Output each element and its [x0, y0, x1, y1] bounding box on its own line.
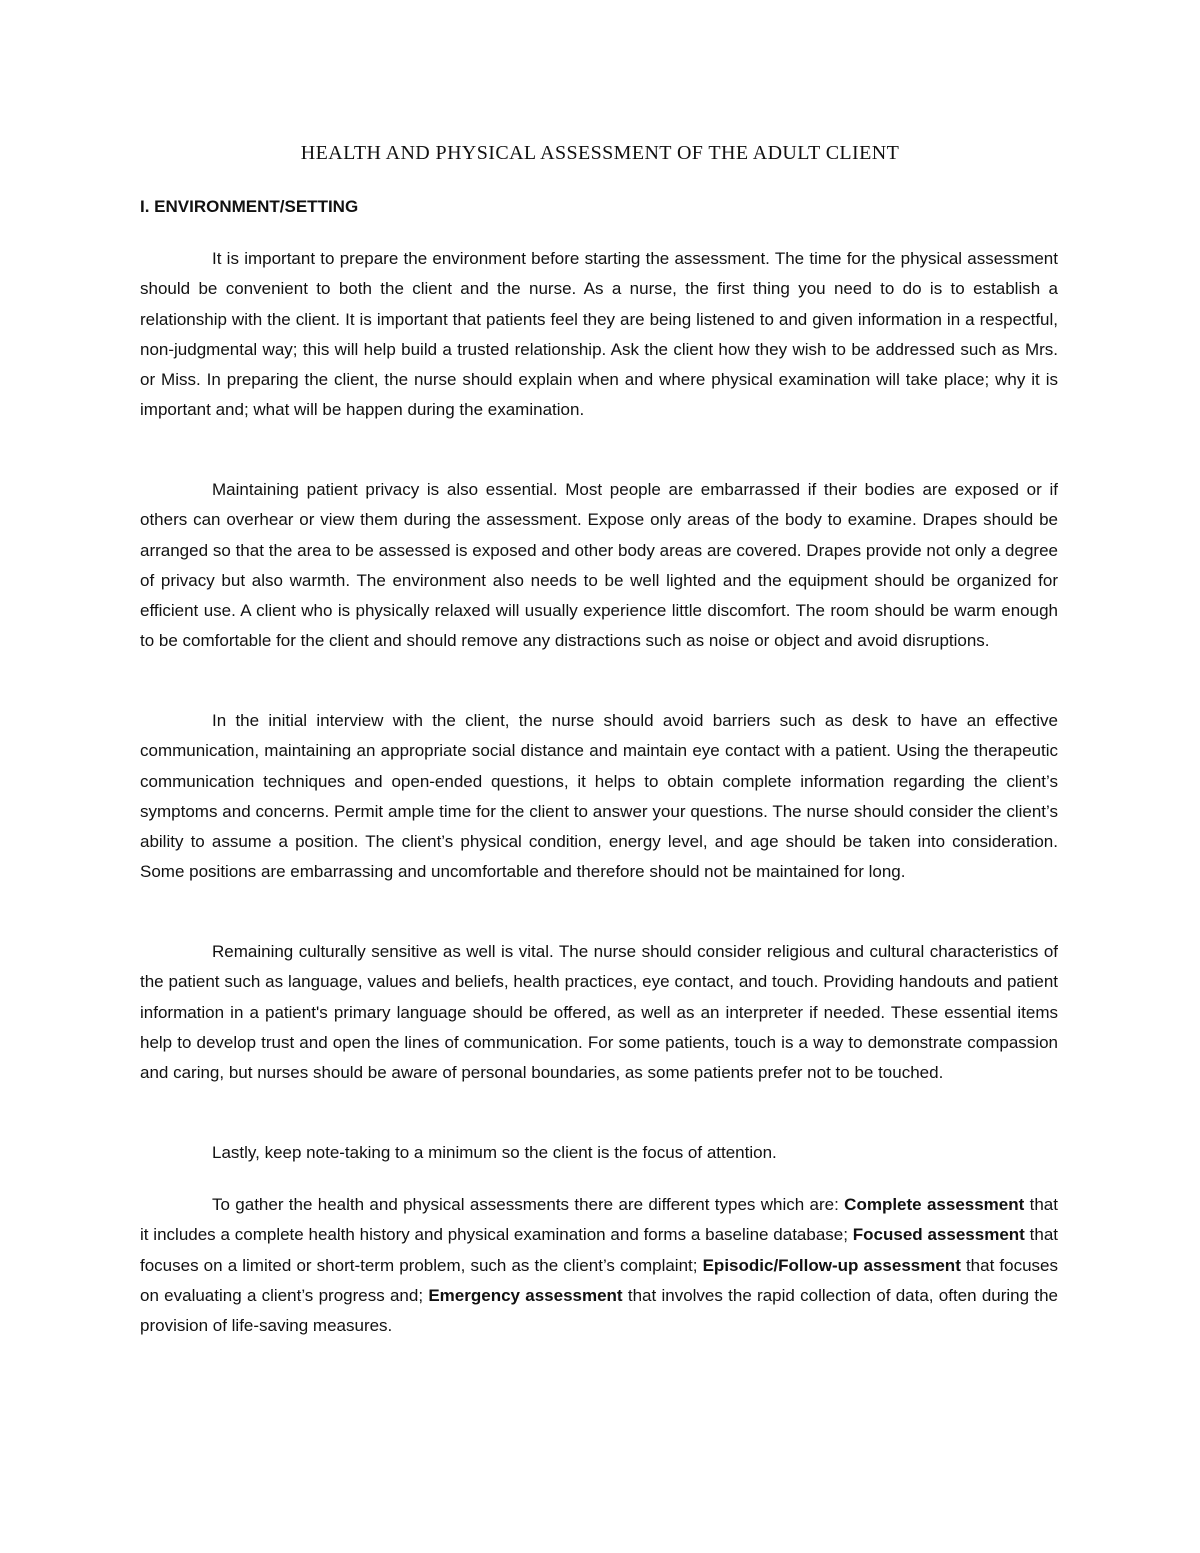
section-heading: I. ENVIRONMENT/SETTING — [140, 197, 359, 216]
episodic-assessment-term: Episodic/Follow-up assessment — [702, 1255, 961, 1275]
paragraph-note-taking: Lastly, keep note-taking to a minimum so the client is the focus of attention. — [212, 1143, 777, 1162]
paragraph-assessment-types — [140, 1190, 1058, 1341]
paragraph-preparing-environment: It is important to prepare the environment before starting the assessment. The time for the physical assessment should be convenient to both the client and the nurse. As a nurse, the first thing you need to do is to establish a relationship with the client. It is important that patients feel they are being listened to and given information in a respectful, non-judgmental way; this will help build a trusted relationship. Ask the client how they wish to be addressed such as Mrs. or Miss. In preparing the client, the nurse should explain when and where physical examination will take place; why it is important and; what will be happen during the examination. — [140, 249, 1058, 420]
complete-assessment-term: Complete assessment — [844, 1195, 1025, 1214]
document-title: HEALTH AND PHYSICAL ASSESSMENT OF THE ADULT CLIENT — [300, 142, 900, 164]
assessment-types-intro: To gather the health and physical assessments there are different types which are: — [212, 1195, 845, 1214]
focused-assessment-description: that focuses on a limited or short-term problem, such as the client’s complaint; — [140, 1225, 1058, 1275]
episodic-assessment-description: that focuses on evaluating a client’s progress and; — [140, 1255, 1058, 1305]
paragraph-cultural-sensitivity: Remaining culturally sensitive as well is vital. The nurse should consider religious and cultural characteristics of the patient such as language, values and beliefs, health practices, eye contact, and touch. Providing handouts and patient information in a patient's primary language should be offered, as well as an interpreter if needed. These essential items help to develop trust and open the lines of communication. For some patients, touch is a way to demonstrate compassion and caring, but nurses should be aware of personal boundaries, as some patients prefer not to be touched. — [140, 942, 1058, 1083]
complete-assessment-description: that it includes a complete health history and physical examination and forms a baseline database; — [140, 1195, 1058, 1245]
paragraph-patient-privacy: Maintaining patient privacy is also essential. Most people are embarrassed if their bodies are exposed or if others can overhear or view them during the assessment. Expose only areas of the body to examine. Drapes should be arranged so that the area to be assessed is exposed and other body areas are covered. Drapes provide not only a degree of privacy but also warmth. The environment also needs to be well lighted and the equipment should be organized for efficient use. A client who is physically relaxed will usually experience little discomfort. The room should be warm enough to be comfortable for the client and should remove any distractions such as noise or object and avoid disruptions. — [140, 480, 1058, 651]
focused-assessment-term: Focused assessment — [852, 1225, 1025, 1245]
emergency-assessment-term: Emergency assessment — [428, 1285, 623, 1305]
paragraph-initial-interview: In the initial interview with the client, the nurse should avoid barriers such as desk to have an effective communication, maintaining an appropriate social distance and maintain eye contact with a patient. Using the therapeutic communication techniques and open-ended questions, it helps to obtain complete information regarding the client’s symptoms and concerns. Permit ample time for the client to answer your questions. The nurse should consider the client’s ability to assume a position. The client’s physical condition, energy level, and age should be taken into consideration. Some positions are embarrassing and uncomfortable and therefore should not be maintained for long. — [140, 711, 1058, 882]
emergency-assessment-description: that involves the rapid collection of data, often during the provision of life-saving measures. — [140, 1285, 1058, 1336]
